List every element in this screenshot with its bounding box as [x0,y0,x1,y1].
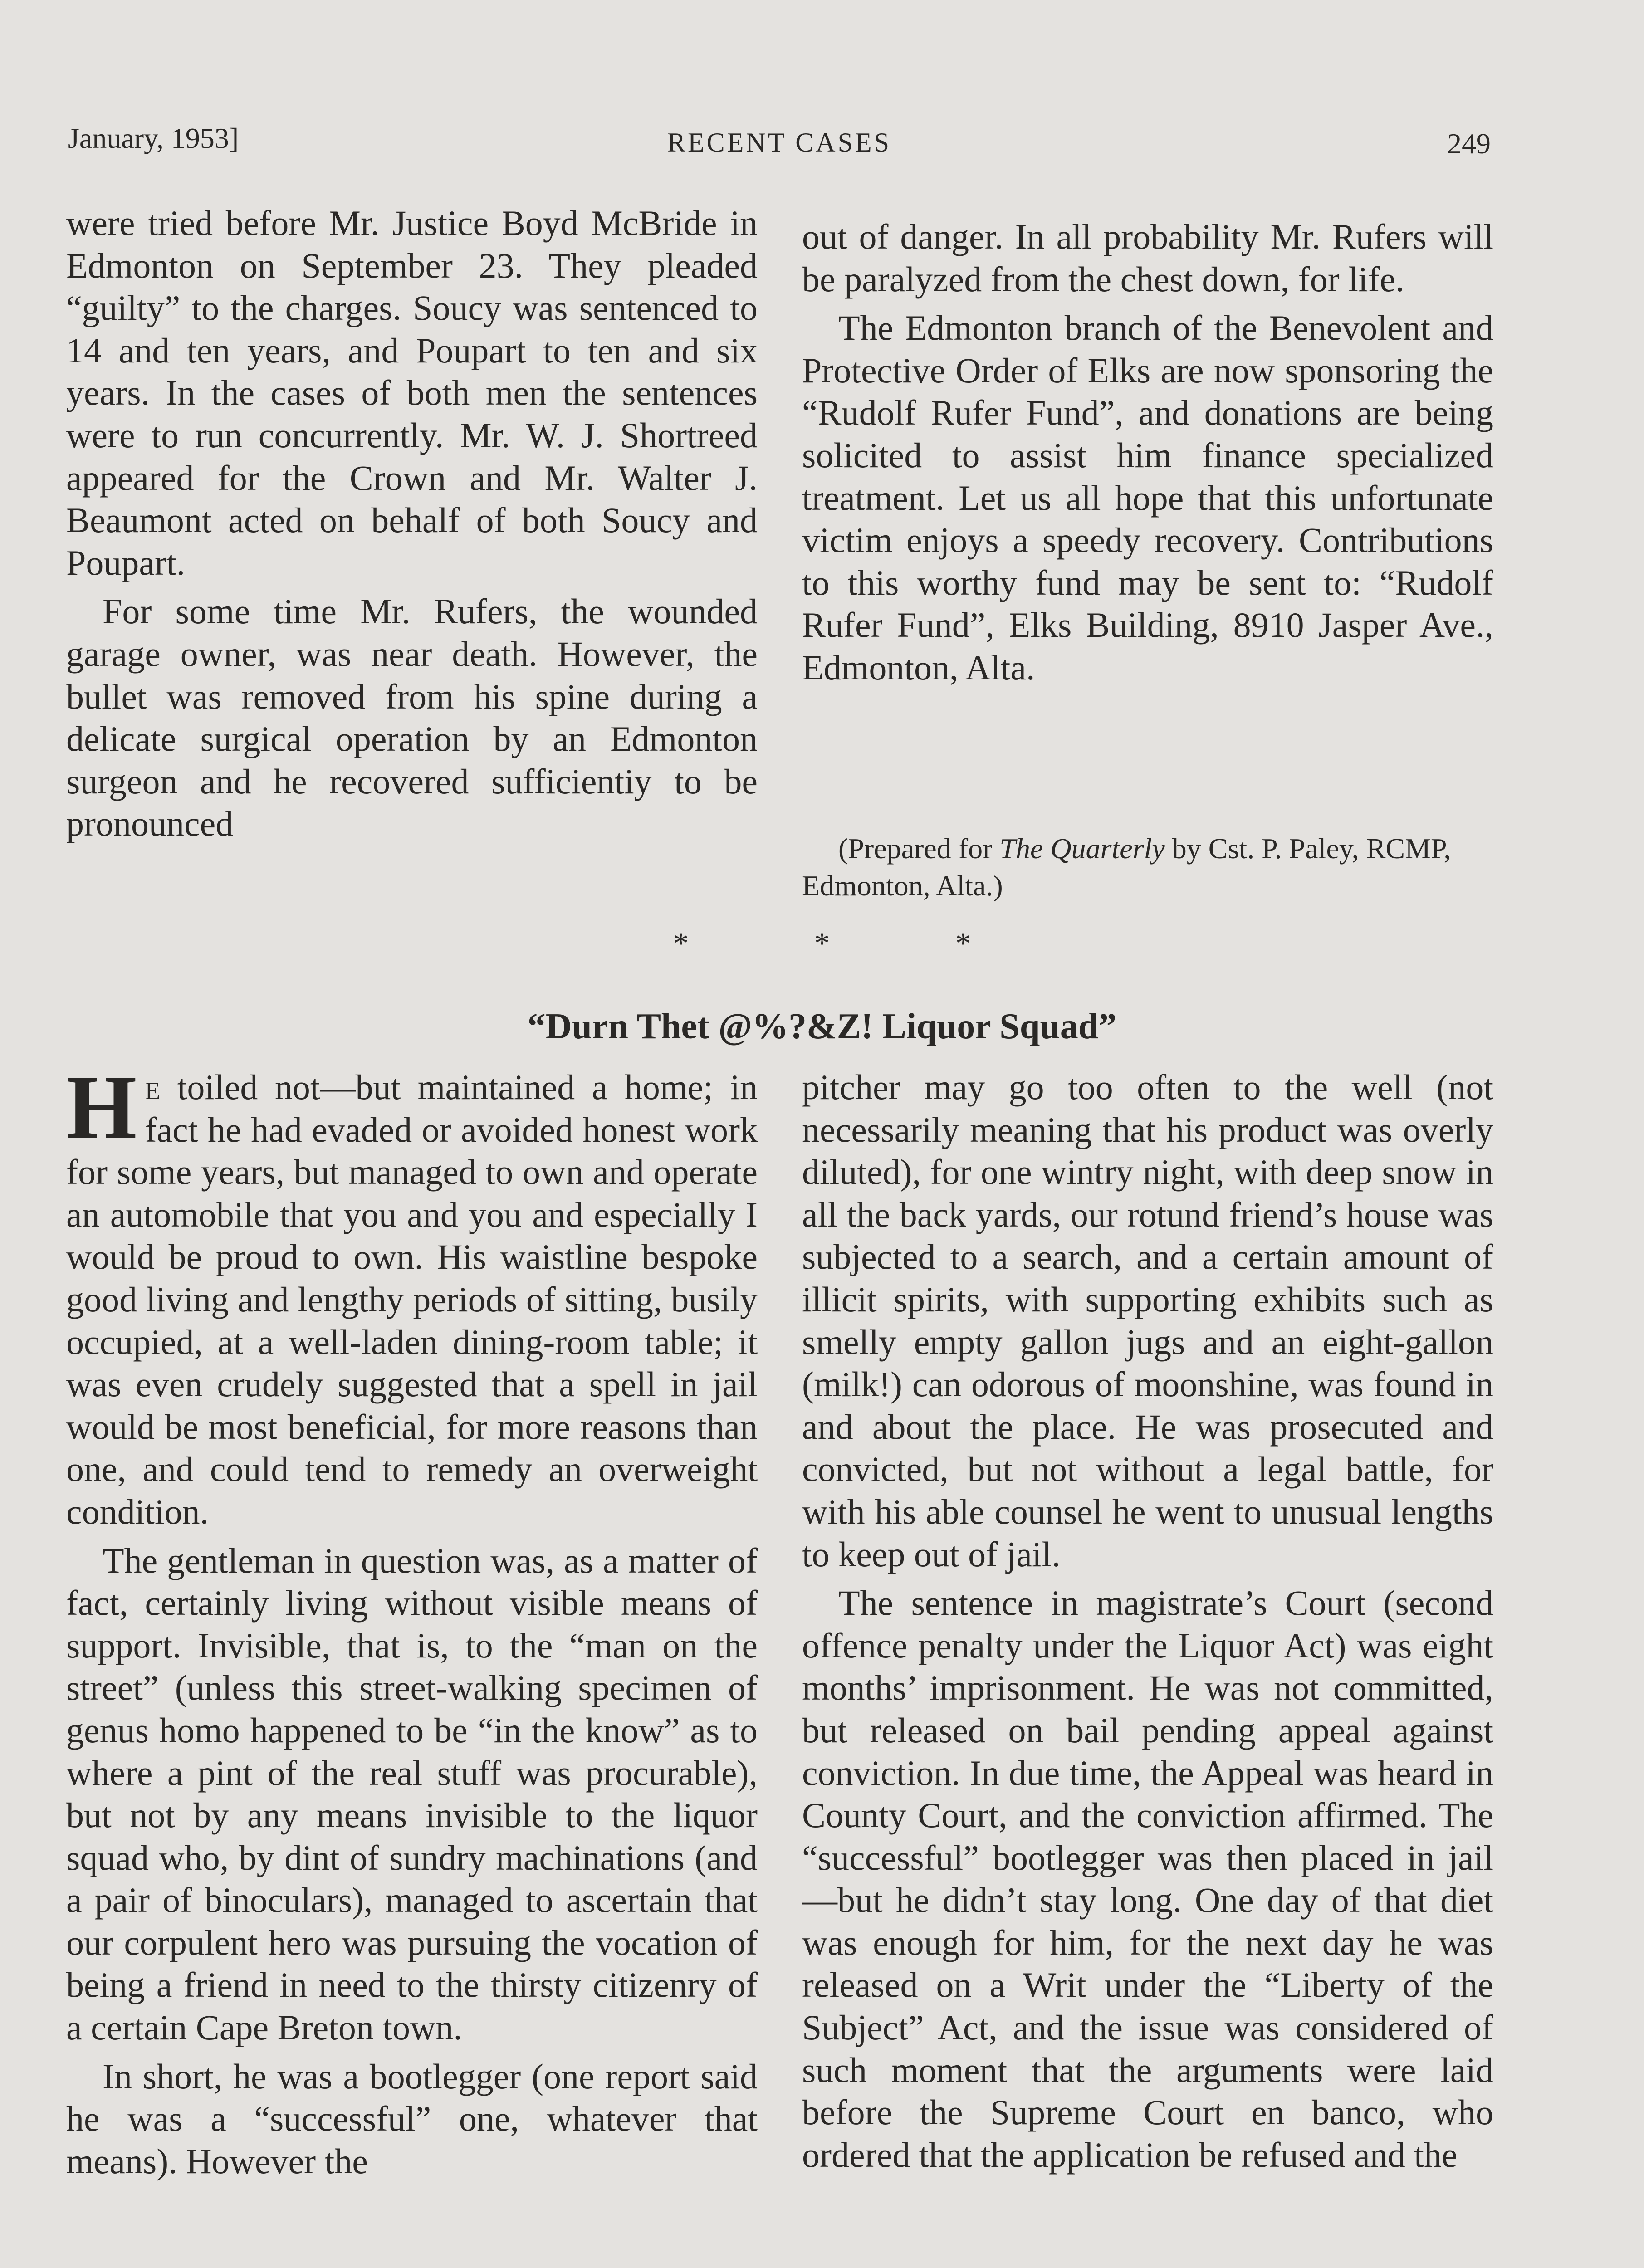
article-title: “Durn Thet @%?&Z! Liquor Squad” [527,1007,1117,1046]
paragraph: For some time Mr. Rufers, the wounded garage owner, was near death. However, the bullet was removed from his spine during a delicate surgical operation by an Edmonton surgeon and he recovered sufficientiy to be pronounced [66,591,758,844]
paragraph: The sentence in magistrate’s Court (second offence penalty under the Liquor Act) was eight months’ imprisonment. He was not committed, but released on bail pending appeal against conviction. In due time, the Appeal was heard in County Court, and the conviction affirmed. The “successful” bootlegger was then placed in jail—but he didn’t stay long. One day of that diet was enough for him, for the next day he was released on a Writ under the “Liberty of the Subject” Act, and the issue was considered of such moment that the arguments were laid before the Supreme Court en banco, who ordered that the application be refused and the [802,1583,1493,2175]
paragraph: were tried before Mr. Justice Boyd McBride in Edmonton on September 23. They pleaded “guilty” to the charges. Soucy was sentenced to 14 and ten years, and Poupart to ten and six years. In the cases of both men the sentences were to run concurrently. Mr. W. J. Shortreed appeared for the Crown and Mr. Walter J. Beaumont acted on behalf of both Soucy and Poupart. [66,203,758,582]
credit-suffix: by Cst. P. Paley, RCMP, Edmonton, Alta.) [802,832,1451,902]
header-date: January, 1953] [68,122,239,154]
column-top-right [802,215,1493,689]
author-credit [802,830,1493,904]
paragraph: The gentleman in question was, as a matter of fact, certainly living without visible means of support. Invisible, that is, to the “man on the street” (unless this street-walking specimen of genus homo happened to be “in the know” as to where a pint of the real stuff was procurable), but not by any means invisible to the liquor squad who, by dint of sundry machinations (and a pair of binoculars), managed to ascertain that our corpulent hero was pursuing the vocation of being a friend in need to the thirsty citizenry of a certain Cape Breton town. [66,1540,758,2048]
running-header [68,122,1491,167]
column-top-left [66,202,758,845]
credit-prefix: (Prepared for [838,832,1000,865]
page-number: 249 [1447,127,1491,160]
paragraph: out of danger. In all probability Mr. Rufers will be paralyzed from the chest down, for life. [802,217,1493,299]
column-bottom-right [802,1066,1493,2176]
section-separator: * * * [673,926,971,960]
publication-name: The Quarterly [999,832,1165,865]
drop-cap: H [66,1057,137,1158]
paragraph: In short, he was a bootlegger (one report said he was a “successful” one, whatever that means). However the [66,2056,758,2181]
paragraph: pitcher may go too often to the well (not necessarily meaning that his product was overly diluted), for one wintry night, with deep snow in all the back yards, our rotund friend’s house was subjected to a search, and a certain amount of illicit spirits, with supporting exhibits such as smelly empty gallon jugs and an eight-gallon (milk!) can odorous of moonshine, was found in and about the place. He was prosecuted and convicted, but not without a legal battle, for with his able counsel he went to unusual lengths to keep out of jail. [802,1067,1493,1574]
column-bottom-left [66,1057,758,2182]
lead-paragraph [66,1057,758,1533]
lead-text: toiled not—but maintained a home; in fact he had evaded or avoided honest work for some years, but managed to own and operate an automobile that you and you and especially I would be proud to own. His waistline bespoke good living and lengthy periods of sitting, busily occupied, at a well-laden dining-room table; it was even crudely suggested that a spell in jail would be most beneficial, for more reasons than one, and could tend to remedy an overweight condition. [66,1067,758,1531]
lead-small-caps: e [145,1067,161,1107]
paragraph: The Edmonton branch of the Benevolent and Protective Order of Elks are now sponsoring the “Rudolf Rufer Fund”, and donations are being solicited to assist him finance specialized treatment. Let us all hope that this unfortunate victim enjoys a speedy recovery. Contributions to this worthy fund may be sent to: “Rudolf Rufer Fund”, Elks Building, 8910 Jasper Ave., Edmonton, Alta. [802,308,1493,687]
header-section-title: RECENT CASES [667,127,891,157]
